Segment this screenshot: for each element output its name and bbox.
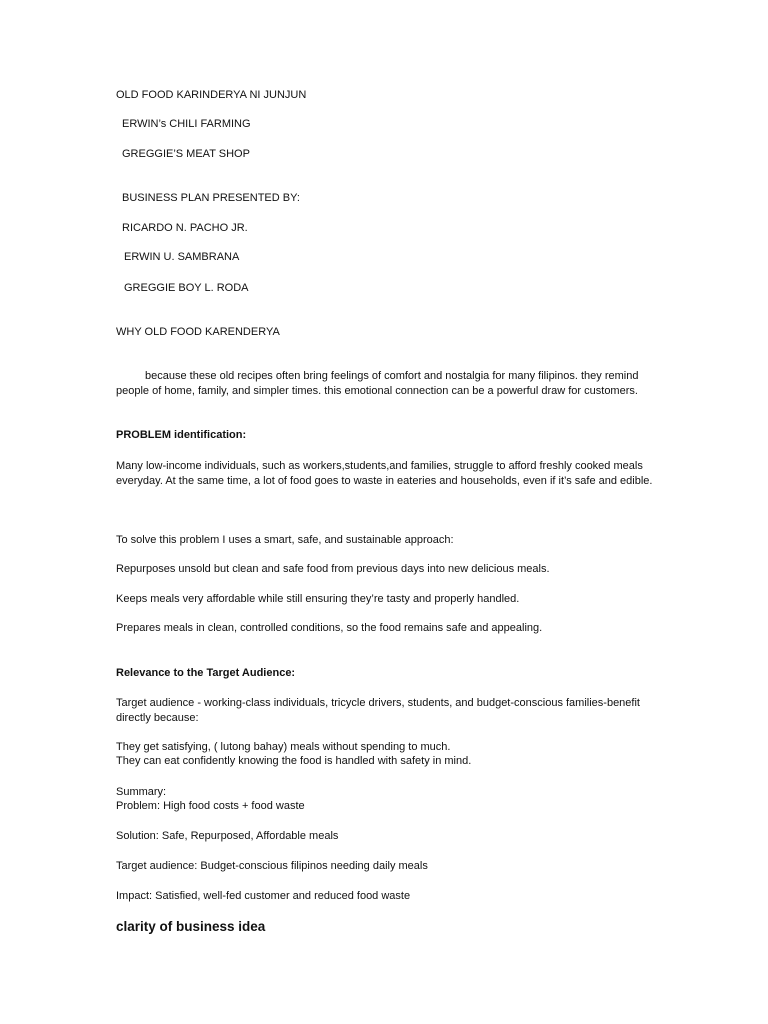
- why-paragraph: because these old recipes often bring feelings of comfort and nostalgia for many filipinos. they remind people of home, family, and simpler times. this emotional connection can be a powerful draw for customers.: [116, 370, 639, 397]
- relevance-line-2: They can eat confidently knowing the food is handled with safety in mind.: [116, 755, 472, 767]
- title-line-1: OLD FOOD KARINDERYA NI JUNJUN: [116, 89, 307, 101]
- presenters-label: BUSINESS PLAN PRESENTED BY:: [122, 192, 300, 204]
- why-heading: WHY OLD FOOD KARENDERYA: [116, 326, 280, 338]
- title-line-3: GREGGIE’S MEAT SHOP: [122, 148, 250, 160]
- solution-intro: To solve this problem I uses a smart, safe, and sustainable approach:: [116, 534, 454, 546]
- presenter-name-1: RICARDO N. PACHO JR.: [122, 222, 248, 234]
- relevance-paragraph: Target audience - working-class individuals, tricycle drivers, students, and budget-conscious families-benefit directly because:: [116, 697, 640, 724]
- problem-heading: PROBLEM identification:: [116, 429, 247, 441]
- summary-audience: Target audience: Budget-conscious filipinos needing daily meals: [116, 860, 428, 872]
- problem-paragraph: Many low-income individuals, such as workers,students,and families, struggle to afford freshly cooked meals everyday. At the same time, a lot of food goes to waste in eateries and households, even if it’s safe and edible.: [116, 460, 653, 487]
- relevance-heading: Relevance to the Target Audience:: [116, 667, 296, 679]
- solution-point-3: Prepares meals in clean, controlled conditions, so the food remains safe and appealing.: [116, 622, 543, 634]
- summary-problem: Problem: High food costs + food waste: [116, 800, 305, 812]
- solution-point-2: Keeps meals very affordable while still ensuring they’re tasty and properly handled.: [116, 593, 520, 605]
- solution-point-1: Repurposes unsold but clean and safe food from previous days into new delicious meals.: [116, 563, 550, 575]
- relevance-line-1: They get satisfying, ( lutong bahay) meals without spending to much.: [116, 741, 451, 753]
- presenter-name-2: ERWIN U. SAMBRANA: [124, 251, 240, 263]
- summary-impact: Impact: Satisfied, well-fed customer and reduced food waste: [116, 890, 411, 902]
- clarity-heading: clarity of business idea: [116, 919, 266, 934]
- title-line-2: ERWIN’s CHILI FARMING: [122, 118, 251, 130]
- summary-solution: Solution: Safe, Repurposed, Affordable meals: [116, 830, 339, 842]
- presenter-name-3: GREGGIE BOY L. RODA: [124, 282, 249, 294]
- summary-label: Summary:: [116, 786, 167, 798]
